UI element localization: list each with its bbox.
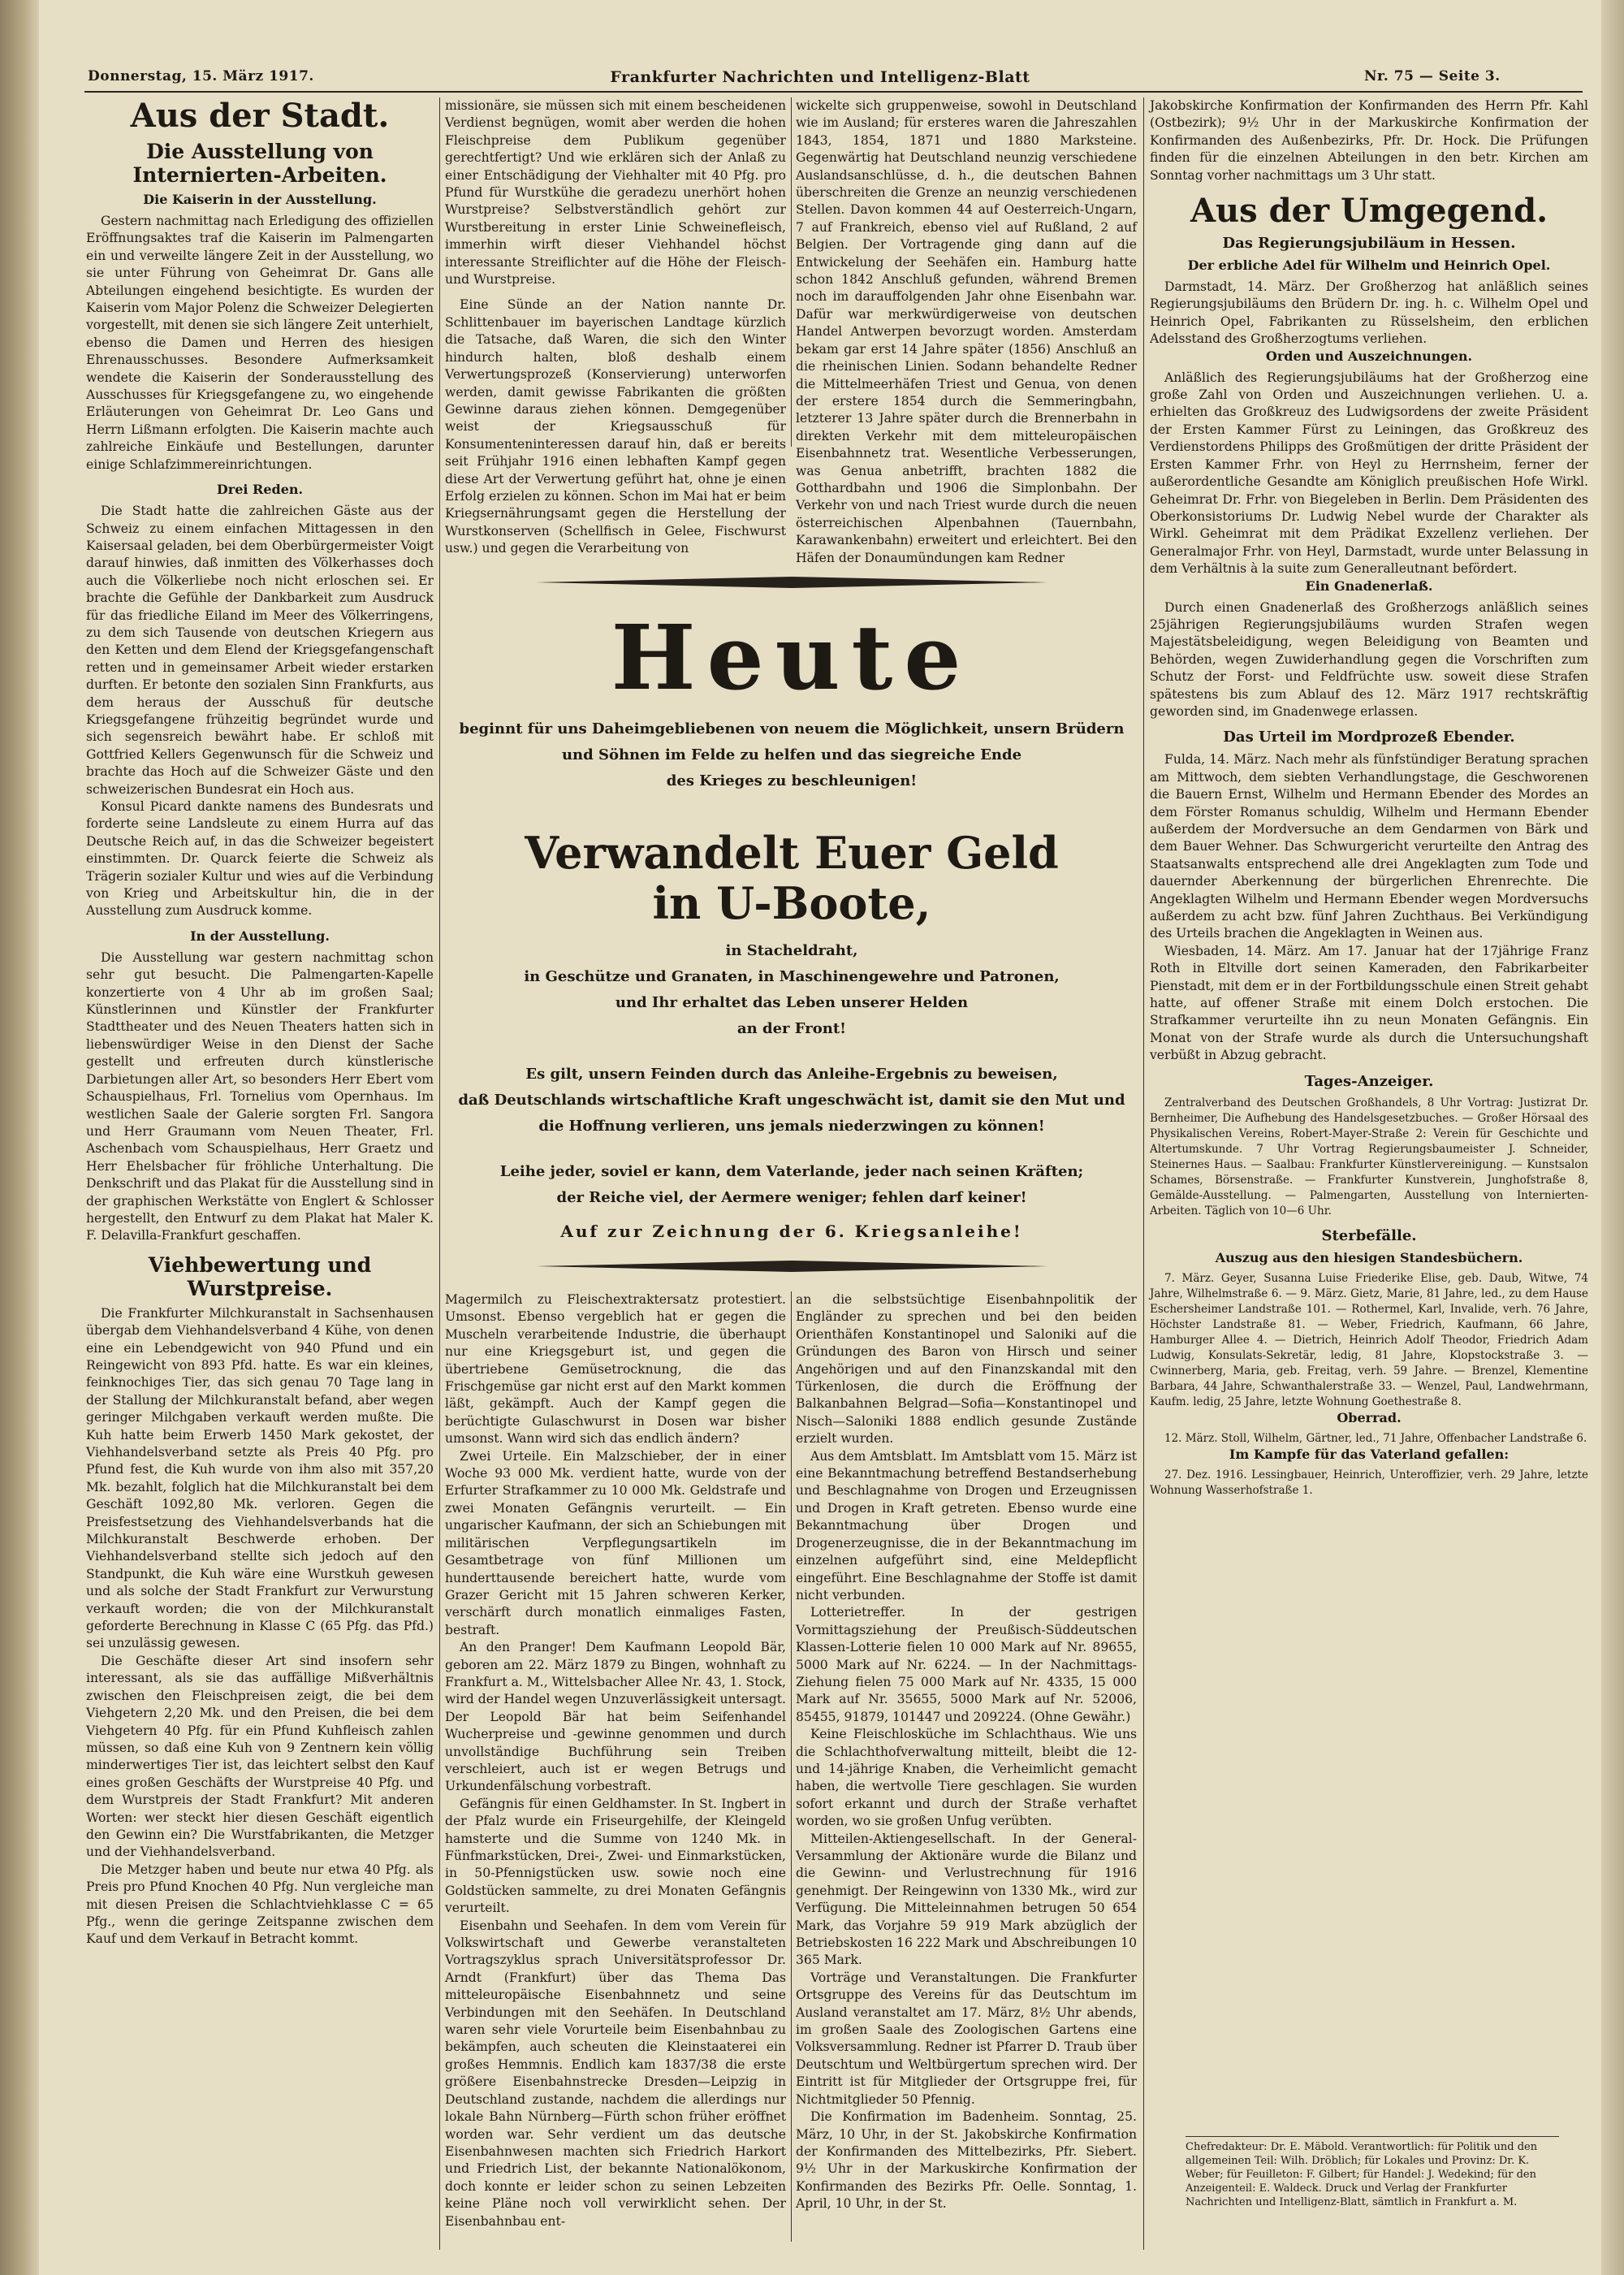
header-title: Frankfurter Nachrichten und Intelligenz-Blatt — [610, 68, 1030, 86]
article-paragraph: Die Frankfurter Milchkuranstalt in Sachsenhausen übergab dem Viehhandelsverband 4 Kühe, von denen eine ein Lebendgewicht von 940 Pfund und ein Reingewicht von 893 Pfd. hatte. Es war ein kleines, feinknochiges Tier, das sich genau 70 Tage lang in der Stallung der Milchkuranstalt befand, aber wegen geringer Milchgaben verkauft werden mußte. Die Kuh hatte beim Erwerb 1450 Mark gekostet, der Viehhandelsverband setzte als Preis 40 Pfg. pro Pfund fest, die Kuh wurde von ihm also mit 357,20 Mk. bezahlt, folglich hat die Milchkuranstalt bei dem Geschäft 1092,80 Mk. verloren. Gegen die Preisfestsetzung des Viehhandelsverbands hat die Milchkuranstalt Beschwerde erhoben. Der Viehhandelsverband stellte sich jedoch auf den Standpunkt, die Kuh wäre eine Wurstkuh gewesen und als solche der Stadt Frankfurt zur Verwurstung verkauft worden; die von der Milchkuranstalt geforderte Berechnung in Klasse C (65 Pfg. das Pfd.) sei unzulässig gewesen. — [86, 1305, 434, 1651]
article-title: Das Regierungsjubiläum in Hessen. — [1222, 235, 1516, 253]
ad-line: die Hoffnung verlieren, uns jemals niederzwingen zu können! — [538, 1118, 1045, 1135]
article-paragraph: Zwei Urteile. Ein Malzschieber, der in einer Woche 93 000 Mk. verdient hatte, wurde von der Erfurter Strafkammer zu 10 000 Mk. Geldstrafe und zwei Monaten Gefängnis verurteilt. — Ein ungarischer Kaufmann, der sich an Schiebungen mit militärischen Verpflegungsartikeln im Gesamtbetrage von fünf Millionen um hunderttausende bereichert hatte, wurde vom Grazer Gericht mit 15 Jahren schweren Kerker, verschärft durch monatlich einmaliges Fasten, bestraft. — [445, 1448, 786, 1637]
article-paragraph: Die Ausstellung war gestern nachmittag schon sehr gut besucht. Die Palmengarten-Kapelle konzertierte von 4 Uhr ab im großen Saal; Künstlerinnen und Künstler der Frankfurter Stadttheater und des Neuen Theaters hatten sich in liebenswürdiger Weise in den Dienst der Sache gestellt und erfreuten durch künstlerische Darbietungen aller Art, so besonders Herr Ebert vom Schauspielhaus, Frl. Tornelius vom Opernhaus. Im westlichen Saale der Galerie sorgten Frl. Sangora und Herr Graumann vom Neuen Theater, Frl. Aschenbach vom Schauspielhaus, Herr Graetz und Herr Ehelsbacher für fröhliche Unterhaltung. Die Denkschrift und das Plakat für die Ausstellung sind in der graphischen Werkstätte von Englert & Schlosser hergestellt, den Entwurf zu dem Plakat hat Maler K. F. Delavilla-Frankfurt geschaffen. — [86, 949, 434, 1243]
article-paragraph: Gefängnis für einen Geldhamster. In St. Ingbert in der Pfalz wurde ein Friseurgehilfe, der Kleingeld hamsterte und die Summe von 1240 Mk. in Fünfmarkstücken, Drei-, Zwei- und Einmarkstücken, in 50-Pfennigstücken usw. sowie noch eine Goldstücken sammelte, zu drei Monaten Gefängnis verurteilt. — [445, 1796, 786, 1916]
ad-line: in Geschütze und Granaten, in Maschinengewehre und Patronen, — [524, 968, 1060, 985]
article-paragraph: 7. März. Geyer, Susanna Luise Friederike Elise, geb. Daub, Witwe, 74 Jahre, Wilhelmstraße 6. — 9. März. Gietz, Marie, 81 Jahre, led., zu dem Hause Eschersheimer Landstraße 101. — Rothermel, Karl, Invalide, verh. 76 Jahre, Höchster Landstraße 81. — Weber, Friedrich, Kaufmann, 66 Jahre, Hamburger Allee 4. — Dietrich, Heinrich Adolf Theodor, Friedrich Adam Ludwig, Konsulats-Sekretär, ledig, 81 Jahre, Klopstockstraße 3. — Cwinnerberg, Maria, geb. Freitag, verh. 59 Jahre. — Brenzel, Klementine Barbara, 44 Jahre, Schwanthalerstraße 33. — Wenzel, Paul, Landwehrmann, Kaufm. ledig, 25 Jahre, letzte Wohnung Goethestraße 8. — [1150, 1271, 1588, 1408]
column-3-bottom — [796, 1291, 1137, 2242]
article-paragraph: missionäre, sie müssen sich mit einem bescheidenen Verdienst begnügen, womit aber werden die hohen Fleischpreise dem Publikum gegenüber gerechtfertigt? Und wie erklären sich der Anlaß zu einer Entschädigung der Viehhalter mit 40 Pfg. pro Pfund für Wurstkühe die geradezu unerhört hohen Wurstpreise? Selbstverständlich gehört zur Wurstbereitung in erster Linie Schweinefleisch, immerhin wirft dieser Viehhandel höchst interessante Streiflichter auf die Höhe der Fleisch- und Wurstpreise. — [445, 98, 786, 288]
article-paragraph: Magermilch zu Fleischextraktersatz protestiert. Umsonst. Ebenso vergeblich hat er gegen die Muscheln verarbeitende Industrie, die überhaupt nur eine Kriegsgeburt ist, und gegen die übertriebene Gemüsetrocknung, die das Frischgemüse gar nicht erst auf den Markt kommen läßt, gekämpft. Auch der Kampf gegen die berüchtigte Gulaschwurst in Dosen war bisher umsonst. Wann wird sich das endlich ändern? — [445, 1292, 786, 1447]
war-loan-advertisement — [455, 560, 1129, 1275]
article-paragraph: Mitteilen-Aktiengesellschaft. In der General-Versammlung der Aktionäre wurde die Bilanz und die Gewinn- und Verlustrechnung für 1916 genehmigt. Der Reingewinn von 1330 Mk., wird zur Verfügung. Die Mitteleinnahmen betrugen 50 654 Mark, das Vorjahre 59 919 Mark abzüglich der Betriebskosten 16 222 Mark und Abschreibungen 10 365 Mark. — [796, 1831, 1137, 1968]
ad-line: Es gilt, unsern Feinden durch das Anleihe-Ergebnis zu beweisen, — [525, 1066, 1058, 1083]
article-title: Die Ausstellung von Internierten-Arbeiten. — [132, 140, 387, 187]
page-fold-shadow — [0, 0, 39, 2275]
header-page-number: Nr. 75 — Seite 3. — [1364, 68, 1501, 84]
column-3-top — [796, 97, 1137, 565]
article-paragraph: Jakobskirche Konfirmation der Konfirmanden des Herrn Pfr. Kahl (Ostbezirk); 9½ Uhr in der Markuskirche Konfirmation der Konfirmanden des Außenbezirks, Pfr. Dr. Hock. Die Prüfungen finden für die einzelnen Abteilungen in den betr. Kirchen am Sonntag vorher nachmittags um 3 Uhr statt. — [1150, 98, 1588, 183]
article-subheading: Drei Reden. — [216, 482, 304, 498]
ad-line: in Stacheldraht, — [725, 942, 858, 959]
column-2-top — [445, 97, 786, 556]
ad-line: beginnt für uns Daheimgebliebenen von neuem die Möglichkeit, unsern Brüdern — [459, 720, 1125, 737]
header-rule — [84, 91, 1583, 93]
ad-line: an der Front! — [736, 1020, 847, 1037]
article-subheading: In der Ausstellung. — [190, 928, 330, 944]
article-paragraph: 12. März. Stoll, Wilhelm, Gärtner, led., 71 Jahre, Offenbacher Landstraße 6. — [1164, 1431, 1587, 1445]
ad-line: Leihe jeder, soviel er kann, dem Vaterlande, jeder nach seinen Kräften; — [499, 1163, 1084, 1180]
article-paragraph: 27. Dez. 1916. Lessingbauer, Heinrich, Unteroffizier, verh. 29 Jahre, letzte Wohnung Wasserhofstraße 1. — [1150, 1468, 1588, 1497]
ad-headline: Heute — [611, 605, 973, 710]
article-paragraph: Zentralverband des Deutschen Großhandels, 8 Uhr Vortrag: Justizrat Dr. Bernheimer, Die Aufhebung des Handelsgesetzbuches. — Großer Hörsaal des Physikalischen Vereins, Robert-Mayer-Straße 2: Verein für Geschichte und Altertumskunde. 7 Uhr Vortrag Regierungsbaumeister J. Schneider, Steinernes Haus. — Saalbau: Frankfurter Künstlervereinigung. — Kunstsalon Schames, Börsenstraße. — Frankfurter Kunstverein, Junghofstraße 8, Gemälde-Ausstellung. — Palmengarten, Ausstellung von Internierten-Arbeiten. Täglich von 10—6 Uhr. — [1150, 1096, 1588, 1218]
article-paragraph: Wiesbaden, 14. März. Am 17. Januar hat der 17jährige Franz Roth in Eltville dort seinen Kameraden, den Fabrikarbeiter Pienstadt, mit dem er in der Fortbildungsschule einen Streit gehabt hatte, auf offener Straße mit einem Dolch erstochen. Die Strafkammer verurteilte ihn zu neun Monaten Gefängnis. Ein Monat von der Strafe wurde als durch die Untersuchungshaft verbüßt in Abzug gebracht. — [1150, 943, 1588, 1063]
ornament-rule-top — [536, 577, 1047, 588]
article-paragraph: Gestern nachmittag nach Erledigung des offiziellen Eröffnungsaktes traf die Kaiserin im Palmengarten ein und verweilte längere Zeit in der Ausstellung, wo sie unter Führung von Geheimrat Dr. Gans alle Abteilungen eingehend besichtigte. Es wurden der Kaiserin vom Major Polenz die Schweizer Delegierten vorgestellt, mit denen sie sich längere Zeit unterhielt, ebenso die Damen und Herren des hiesigen Ehrenausschusses. Besondere Aufmerksamkeit wendete die Kaiserin der Sonderausstellung des Ausschusses für Kriegsgefangene zu, wo eingehende Erläuterungen von Geheimrat Dr. Leo Gans und Herrn Lißmann erfolgten. Die Kaiserin machte auch zahlreiche Einkäufe und Bestellungen, darunter einige Schlafzimmereinrichtungen. — [86, 214, 434, 472]
column-divider — [439, 97, 440, 2250]
column-divider — [1143, 97, 1144, 2250]
article-title: Tages-Anzeiger. — [1304, 1072, 1434, 1090]
column-divider — [791, 1291, 792, 2242]
article-title: Viehbewertung und Wurstpreise. — [148, 1252, 372, 1300]
ad-slogan: Verwandelt Euer Geld — [525, 827, 1059, 879]
ad-line: und Ihr erhaltet das Leben unserer Helden — [615, 994, 969, 1011]
article-paragraph: an die selbstsüchtige Eisenbahnpolitik der Engländer zu sprechen und bei den beiden Orienthäfen Konstantinopel und Saloniki auf die Gründungen des Baron von Hirsch und seiner Angehörigen und auf den Finanzskandal mit den Türkenlosen, die durch die Eröffnung der Balkanbahnen Belgrad—Sofia—Konstantinopel und Nisch—Saloniki 1888 endlich gesunde Zustände erzielt wurden. — [796, 1292, 1137, 1447]
ad-line: der Reiche viel, der Aermere weniger; fehlen darf keiner! — [556, 1189, 1027, 1206]
article-paragraph: Durch einen Gnadenerlaß des Großherzogs anläßlich seines 25jährigen Regierungsjubiläums wurden Strafen wegen Majestätsbeleidigung, wegen Beleidigung von Beamten und Behörden, wegen Zuwiderhandlung gegen die Vorschriften zum Schutz der Forst- und Feldfrüchte usw. soweit diese Strafen spätestens bis zum Ablauf des 12. März 1917 rechtskräftig geworden sind, im Gnadenwege erlassen. — [1150, 599, 1588, 719]
article-paragraph: Vorträge und Veranstaltungen. Die Frankfurter Ortsgruppe des Vereins für das Deutschtum im Ausland veranstaltet am 17. März, 8½ Uhr abends, im großen Saale des Zoologischen Gartens eine Volksversammlung. Redner ist Pfarrer D. Traub über Deutschtum und Weltbürgertum sprechen wird. Der Eintritt ist für Mitglieder der Ortsgruppe frei, für Nichtmitglieder 50 Pfennig. — [796, 1970, 1137, 2107]
ad-slogan: in U-Boote, — [652, 877, 931, 929]
ad-line: und Söhnen im Felde zu helfen und das siegreiche Ende — [561, 746, 1022, 763]
article-paragraph: Konsul Picard dankte namens des Bundesrats und forderte seine Landsleute zu einem Hurra auf das Deutsche Reich auf, in das die Schweizer begeistert einstimmten. Dr. Quarck feierte die Schweiz als Trägerin sozialer Kultur und wies auf die Verbindung von Krieg und Arbeitskultur hin, die in der Ausstellung zum Ausdruck komme. — [86, 799, 434, 919]
article-paragraph: Aus dem Amtsblatt. Im Amtsblatt vom 15. März ist eine Bekanntmachung betreffend Bestandserhebung und Beschlagnahme von Drogen und Erzeugnissen und Drogen in Kraft getreten. Ebenso wurde eine Bekanntmachung über Drogen und Drogenerzeugnisse, die in der Bekanntmachung im einzelnen aufgeführt sind, eine Meldepflicht eingeführt. Eine Beschlagnahme der Stoffe ist damit nicht verbunden. — [796, 1448, 1137, 1602]
column-2-bottom — [445, 1291, 786, 2242]
ad-line: des Krieges zu beschleunigen! — [666, 772, 918, 789]
page-edge — [1601, 0, 1624, 2275]
article-title: Sterbefälle. — [1321, 1226, 1417, 1244]
header-date: Donnerstag, 15. März 1917. — [88, 68, 314, 84]
article-subheading: Im Kampfe für das Vaterland gefallen: — [1229, 1446, 1510, 1462]
article-paragraph: Eine Sünde an der Nation nannte Dr. Schlittenbauer im bayerischen Landtage kürzlich die Tatsache, daß Waren, die sich den Winter hindurch halten, bloß deshalb einem Verwertungsprozeß (Konservierung) unterworfen werden, damit gewisse Fabrikanten die größten Gewinne daraus ziehen können. Demgegenüber weist der Kriegsausschuß für Konsumenteninteressen darauf hin, daß er bereits seit Frühjahr 1916 einen lebhaften Kampf gegen diese Art der Verwertung geführt hat, ohne je einen Erfolg erzielen zu können. Schon im Mai hat er beim Kriegsernährungsamt gegen die Herstellung der Wurstkonserven (Schellfisch in Gelee, Fischwurst usw.) und gegen die Verarbeitung von — [445, 297, 786, 556]
article-subheading: Auszug aus den hiesigen Standesbüchern. — [1215, 1249, 1523, 1265]
article-paragraph: Lotterietreffer. In der gestrigen Vormittagsziehung der Preußisch-Süddeutschen Klassen-Lotterie fielen 10 000 Mark auf Nr. 89655, 5000 Mark auf Nr. 6224. — In der Nachmittags-Ziehung fielen 75 000 Mark auf Nr. 4335, 15 000 Mark auf Nr. 35655, 5000 Mark auf Nr. 52006, 85455, 91879, 101447 und 209224. (Ohne Gewähr.) — [796, 1605, 1137, 1724]
article-title: Das Urteil im Mordprozeß Ebender. — [1223, 729, 1515, 746]
article-subheading: Ein Gnadenerlaß. — [1305, 577, 1433, 594]
article-paragraph: Eisenbahn und Seehafen. In dem vom Verein für Volkswirtschaft und Gewerbe veranstalteten Vortragszyklus sprach Universitätsprofessor Dr. Arndt (Frankfurt) über das Thema Das mitteleuropäische Eisenbahnnetz und seine Verbindungen mit den Seehäfen. In Deutschland waren sehr viele Vorurteile beim Eisenbahnbau zu bekämpfen, auch scheuten die Kleinstaaterei ein großes Hemmnis. Endlich kam 1837/38 die erste größere Eisenbahnstrecke Dresden—Leipzig in Deutschland zustande, nachdem die allerdings nur lokale Bahn Nürnberg—Fürth schon früher eröffnet worden war. Sehr verdient um das deutsche Eisenbahnwesen machten sich Friedrich Harkort und Friedrich List, der bekannte Nationalökonom, doch konnte er leider schon zu seinen Lebzeiten keine Pläne noch voll verwirklicht sehen. Der Eisenbahnbau ent- — [445, 1918, 786, 2229]
article-paragraph: wickelte sich gruppenweise, sowohl in Deutschland wie im Ausland; für ersteres waren die Jahreszahlen 1843, 1854, 1871 und 1880 Marksteine. Gegenwärtig hat Deutschland neunzig verschiedene Auslandsanschlüsse, d. h., die deutschen Bahnen überschreiten die Grenze an neunzig verschiedenen Stellen. Davon kommen 44 auf Oesterreich-Ungarn, 7 auf Frankreich, ebenso viel auf Rußland, 2 auf Belgien. Der Vortragende ging dann auf die Entwickelung der Seehäfen ein. Hamburg hatte schon 1842 Anschluß gefunden, während Bremen noch im darauffolgenden Jahr ohne Eisenbahn war. Dafür war merkwürdigerweise von deutschen Handel Antwerpen bevorzugt worden. Amsterdam bekam gar erst 14 Jahre später (1856) Anschluß an die rheinischen Linien. Sodann behandelte Redner die Mittelmeerhäfen Triest und Genua, von denen der erstere 1854 durch die Semmeringbahn, letzterer 13 Jahre später durch die Brennerbahn in direkten Verkehr mit dem mitteleuropäischen Eisenbahnnetz trat. Wesentliche Verbesserungen, was Genua anbetrifft, brachten 1882 die Gotthardbahn und 1906 die Simplonbahn. Der Verkehr von und nach Triest wurde durch die neuen österreichischen Alpenbahnen (Tauernbahn, Karawankenbahn) erweitert und erleichtert. Bei den Häfen der Donaumündungen kam Redner — [796, 98, 1137, 565]
column-4 — [1150, 97, 1588, 2242]
ad-line: daß Deutschlands wirtschaftliche Kraft ungeschwächt ist, damit sie den Mut und — [458, 1092, 1125, 1109]
article-subheading: Die Kaiserin in der Ausstellung. — [143, 192, 377, 207]
section-heading: Aus der Umgegend. — [1190, 192, 1548, 231]
article-paragraph: Die Metzger haben und beute nur etwa 40 Pfg. als Preis pro Pfund Knochen 40 Pfg. Nun vergleiche man mit diesen Preisen die Schlachtviehklasse C = 65 Pfg., wenn die geringe Zeitspanne zwischen dem Kauf und dem Verkauf in Betracht kommt. — [86, 1862, 434, 1947]
section-heading: Aus der Stadt. — [130, 97, 390, 135]
article-paragraph: Die Stadt hatte die zahlreichen Gäste aus der Schweiz zu einem einfachen Mittagessen in den Kaisersaal geladen, bei dem Oberbürgermeister Voigt darauf hinwies, daß inmitten des Völkerhasses doch auch die Völkerliebe noch nicht erloschen sei. Er brachte die Gefühle der Dankbarkeit zum Ausdruck für das friedliche Eiland im Meer des Völkerringens, zu dem sich Tausende von deutschen Kriegern aus den Ketten und dem Elend der Kriegsgefangenschaft retten und in gemeinsamer Arbeit wieder erstarken durften. Er betonte den sozialen Sinn Frankfurts, aus dem heraus der Ausschuß für deutsche Kriegsgefangene frühzeitig begründet wurde und sich segensreich bewährt habe. Er schloß mit Gottfried Kellers Gegenwunsch für die Schweiz und brachte das Hoch auf die Schweizer Gäste und den schweizerischen Bundesrat ein Hoch aus. — [86, 504, 434, 797]
article-subheading: Oberrad. — [1337, 1409, 1402, 1425]
column-1 — [86, 97, 434, 2242]
article-paragraph: An den Pranger! Dem Kaufmann Leopold Bär, geboren am 22. März 1879 zu Bingen, wohnhaft zu Frankfurt a. M., Wittelsbacher Allee Nr. 43, 1. Stock, wird der Handel wegen Unzuverlässigkeit untersagt. Der Leopold Bär hat beim Seifenhandel Wucherpreise und -gewinne genommen und durch unvollständige Buchführung sein Treiben verschleiert, auch ist er wegen Betrugs und Urkundenfälschung vorbestraft. — [445, 1640, 786, 1794]
imprint: Chefredakteur: Dr. E. Mäbold. Verantwortlich: für Politik und den allgemeinen Teil: Wilh. Dröblich; für Lokales und Provinz: Dr. K. Weber; für Feuilleton: F. Gilbert; für Handel: J. Wedekind; für den Anzeigenteil: E. Waldeck. Druck und Verlag der Frankfurter Nachrichten und Intelligenz-Blatt, sämtlich in Frankfurt a. M. — [1186, 2136, 1559, 2209]
article-paragraph: Die Geschäfte dieser Art sind insofern sehr interessant, als sie das auffällige Mißverhältnis zwischen den Fleischpreisen zeigt, die bei dem Viehgetern 2,20 Mk. und den Preisen, die bei dem Viehgetern 40 Pfg. für ein Pfund Kuhfleisch zahlen müssen, so daß eine Kuh von 9 Zentnern kein völlig minderwertiges Tier ist, das leichtert selbst den Kauf eines großen Geschäfts der Wurstpreise 40 Pfg. und dem Wurstpreis der Stadt Frankfurt? Mit anderen Worten: wer steckt hier diesen Geschäft eigentlich den Gewinn ein? Die Wurstfabrikanten, die Metzger und der Viehhandelsverband. — [86, 1653, 434, 1860]
ad-closing: Auf zur Zeichnung der 6. Kriegsanleihe! — [560, 1222, 1023, 1241]
article-paragraph: Fulda, 14. März. Nach mehr als fünfstündiger Beratung sprachen am Mittwoch, dem siebten Verhandlungstage, die Geschworenen die Bauern Ernst, Wilhelm und Hermann Ebender des Mordes an dem Förster Romanus schuldig, Wilhelm und Hermann Ebender außerdem der Mordversuche an dem Gendarmen von Bärk und dem Bauer Wehner. Das Schwurgericht verurteilte den Antrag des Staatsanwalts entsprechend alle drei Angeklagten zum Tode und dauernder Aberkennung der bürgerlichen Ehrenrechte. Die Angeklagten Wilhelm und Hermann Ebender wegen Mordversuchs außerdem zu acht bzw. fünf Jahren Zuchthaus. Bei Verkündigung des Urteils brachen die Angeklagten in Weinen aus. — [1150, 752, 1588, 941]
article-paragraph: Keine Fleischlosküche im Schlachthaus. Wie uns die Schlachthofverwaltung mitteilt, bleibt die 12- und 14-jährige Knaben, die Verheimlicht gemacht haben, die wertvolle Tiere geschlagen. Sie wurden sofort erkannt und durch der Straße verhaftet worden, wo sie großen Unfug verübten. — [796, 1727, 1137, 1829]
column-divider — [791, 97, 792, 447]
ornament-rule-bottom — [536, 1261, 1047, 1272]
article-paragraph: Darmstadt, 14. März. Der Großherzog hat anläßlich seines Regierungsjubiläums den Brüdern Dr. ing. h. c. Wilhelm Opel und Heinrich Opel, Fabrikanten zu Rüsselsheim, den erblichen Adelsstand des Großherzogtums verliehen. — [1150, 279, 1588, 347]
article-subheading: Orden und Auszeichnungen. — [1265, 348, 1473, 364]
article-paragraph: Anläßlich des Regierungsjubiläums hat der Großherzog eine große Zahl von Orden und Auszeichnungen verliehen. U. a. erhielten das Großkreuz des Ludwigsordens der zweite Präsident der Ersten Kammer Fürst zu Leiningen, das Großkreuz des Verdienstordens Philipps des Großmütigen der dritte Präsident der Ersten Kammer Frhr. von Heyl zu Herrnsheim, ferner der außerordentliche Gesandte am Königlich preußischen Hofe Wirkl. Geheimrat Dr. Frhr. von Biegeleben in Berlin. Dem Präsidenten des Oberkonsistoriums Dr. Ludwig Nebel wurde der Charakter als Wirkl. Geheimrat mit dem Prädikat Exzellenz verliehen. Der Generalmajor Frhr. von Heyl, Darmstadt, wurde unter Belassung in dem Verhältnis à la suite zum Generalleutnant befördert. — [1150, 370, 1588, 577]
article-subheading: Der erbliche Adel für Wilhelm und Heinrich Opel. — [1187, 257, 1551, 274]
article-paragraph: Die Konfirmation im Badenheim. Sonntag, 25. März, 10 Uhr, in der St. Jakobskirche Konfirmation der Konfirmanden des Mittelbezirks, Pfr. Siebert. 9½ Uhr in der Markuskirche Konfirmation der Konfirmanden des Bezirks Pfr. Oelle. Sonntag, 1. April, 10 Uhr, in der St. — [796, 2109, 1137, 2212]
